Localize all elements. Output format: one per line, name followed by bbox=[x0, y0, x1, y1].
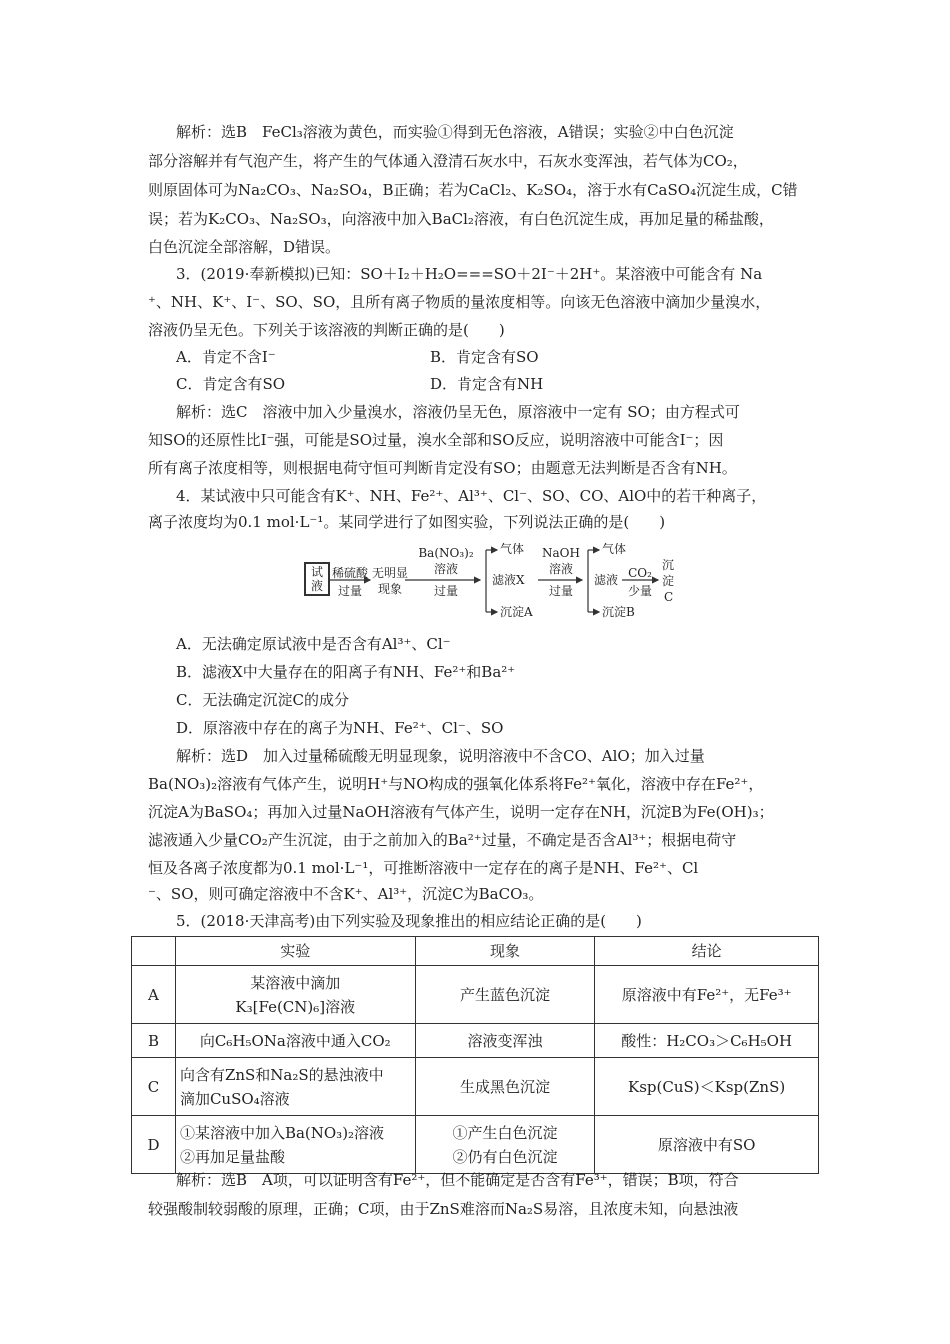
question-3-stem: 3．(2019·奉新模拟)已知：SO＋I₂＋H₂O===SO＋2I⁻＋2H⁺。某溶液中可能含有 Na bbox=[176, 265, 763, 283]
flow-reagent-3-amount: 过量 bbox=[548, 584, 573, 598]
flow-reagent-2b: 溶液 bbox=[433, 562, 458, 576]
table-header-cell: 实验 bbox=[175, 937, 415, 966]
question-4-stem: 离子浓度均为0.1 mol·L⁻¹。某同学进行了如图实验，下列说法正确的是( ) bbox=[148, 513, 666, 531]
experiment-text: K₃[Fe(CN)₆]溶液 bbox=[235, 997, 356, 1016]
question-4-option-c: C．无法确定沉淀C的成分 bbox=[176, 691, 349, 709]
conclusion-cell: 原溶液中有SO bbox=[595, 1116, 819, 1174]
question-3-analysis: 所有离子浓度相等，则根据电荷守恒可判断肯定没有SO；由题意无法判断是否含有NH。 bbox=[148, 459, 737, 477]
flow-reagent-2: Ba(NO₃)₂ bbox=[418, 546, 474, 560]
conclusion-cell: 原溶液中有Fe²⁺，无Fe³⁺ bbox=[595, 966, 819, 1024]
analysis-line: 误；若为K₂CO₃、Na₂SO₃，向溶液中加入BaCl₂溶液，有白色沉淀生成，再加足量的稀盐酸， bbox=[148, 210, 774, 228]
question-5-table bbox=[131, 936, 819, 1174]
observation-text: ①产生白色沉淀 bbox=[452, 1123, 558, 1142]
question-4-analysis: 沉淀A为BaSO₄；再加入过量NaOH溶液有气体产生，说明一定存在NH，沉淀B为Fe(OH)₃； bbox=[148, 803, 774, 821]
flow-reagent-2-amount: 过量 bbox=[433, 584, 458, 598]
flow-filtrate-x: 滤液X bbox=[492, 573, 525, 587]
question-3-stem: ⁺、NH、K⁺、I⁻、SO、SO，且所有离子物质的量浓度相等。向该无色溶液中滴加少量溴水， bbox=[148, 293, 771, 311]
question-5-analysis: 较强酸制较弱酸的原理，正确；C项，由于ZnS难溶而Na₂S易溶，且浓度未知，向悬浊液 bbox=[148, 1200, 739, 1218]
experiment-text: ①某溶液中加入Ba(NO₃)₂溶液 bbox=[179, 1123, 385, 1142]
question-4-analysis: Ba(NO₃)₂溶液有气体产生，说明H⁺与NO构成的强氧化体系将Fe²⁺氧化，溶液中存在Fe²⁺， bbox=[148, 775, 764, 793]
analysis-line: 解析：选B FeCl₃溶液为黄色，而实验①得到无色溶液，A错误；实验②中白色沉淀 bbox=[176, 123, 734, 141]
question-4-analysis: 解析：选D 加入过量稀硫酸无明显现象，说明溶液中不含CO、AlO；加入过量 bbox=[176, 747, 705, 765]
conclusion-cell: 酸性：H₂CO₃＞C₆H₅OH bbox=[595, 1024, 819, 1058]
observation-cell: 产生蓝色沉淀 bbox=[415, 966, 595, 1024]
question-4-option-b: B．滤液X中大量存在的阳离子有NH、Fe²⁺和Ba²⁺ bbox=[176, 663, 516, 681]
analysis-line: 部分溶解并有气泡产生，将产生的气体通入澄清石灰水中，石灰水变浑浊，若气体为CO₂， bbox=[148, 152, 748, 170]
flow-precipitate-a: 沉淀A bbox=[500, 605, 533, 619]
flow-gas-1: 气体 bbox=[500, 542, 525, 556]
observation-text: ②仍有白色沉淀 bbox=[452, 1147, 558, 1166]
question-4-option-d: D．原溶液中存在的离子为NH、Fe²⁺、Cl⁻、SO bbox=[176, 719, 504, 737]
table-header-cell: 结论 bbox=[595, 937, 819, 966]
observation-cell bbox=[415, 1116, 595, 1174]
table-row bbox=[132, 966, 819, 1024]
row-label: A bbox=[132, 966, 176, 1024]
flow-reagent-1-amount: 过量 bbox=[337, 584, 362, 598]
flow-end-3: C bbox=[664, 590, 674, 604]
table-row bbox=[132, 1058, 819, 1116]
flow-filtrate-2: 滤液 bbox=[594, 573, 619, 587]
experiment-text: 某溶液中滴加 bbox=[250, 973, 341, 992]
question-4-stem: 4．某试液中只可能含有K⁺、NH、Fe²⁺、Al³⁺、Cl⁻、SO、CO、AlO中的若干种离子， bbox=[176, 487, 767, 505]
analysis-line: 则原固体可为Na₂CO₃、Na₂SO₄，B正确；若为CaCl₂、K₂SO₄，溶于水有CaSO₄沉淀生成，C错 bbox=[148, 181, 798, 199]
experiment-flowchart bbox=[300, 540, 700, 630]
question-5-stem: 5．(2018·天津高考)由下列实验及现象推出的相应结论正确的是( ) bbox=[176, 912, 642, 930]
question-4-option-a: A．无法确定原试液中是否含有Al³⁺、Cl⁻ bbox=[176, 635, 451, 653]
flow-gas-2: 气体 bbox=[602, 542, 627, 556]
experiment-cell bbox=[175, 1058, 415, 1116]
experiment-text: 滴加CuSO₄溶液 bbox=[179, 1089, 290, 1108]
flow-step-1: 无明显 bbox=[372, 566, 409, 580]
row-label: C bbox=[132, 1058, 176, 1116]
question-3-option-a: A．肯定不含I⁻ bbox=[176, 348, 276, 366]
question-3-stem: 溶液仍呈无色。下列关于该溶液的判断正确的是( ) bbox=[148, 321, 505, 339]
row-label: B bbox=[132, 1024, 176, 1058]
conclusion-cell: Ksp(CuS)＜Ksp(ZnS) bbox=[595, 1058, 819, 1116]
question-3-analysis: 知SO的还原性比I⁻强，可能是SO过量，溴水全部和SO反应，说明溶液中可能含I⁻；因 bbox=[148, 431, 724, 449]
flow-start-box bbox=[304, 562, 330, 596]
analysis-line: 白色沉淀全部溶解，D错误。 bbox=[148, 238, 341, 256]
flow-step-1b: 现象 bbox=[377, 582, 402, 596]
experiment-cell bbox=[175, 966, 415, 1024]
observation-cell: 溶液变浑浊 bbox=[415, 1024, 595, 1058]
observation-cell: 生成黑色沉淀 bbox=[415, 1058, 595, 1116]
question-3-option-c: C．肯定含有SO bbox=[176, 375, 286, 393]
table-header-row bbox=[132, 937, 819, 966]
flow-reagent-4: CO₂ bbox=[628, 566, 652, 580]
question-5-analysis: 解析：选B A项，可以证明含有Fe²⁺，但不能确定是否含有Fe³⁺，错误；B项，符合 bbox=[176, 1171, 739, 1189]
flow-end-1: 沉 bbox=[662, 558, 675, 572]
table-header-cell: 现象 bbox=[415, 937, 595, 966]
experiment-text: 向含有ZnS和Na₂S的悬浊液中 bbox=[179, 1065, 384, 1084]
flow-start-label: 试液 bbox=[311, 565, 324, 593]
experiment-cell: 向C₆H₅ONa溶液中通入CO₂ bbox=[175, 1024, 415, 1058]
flow-reagent-4-amount: 少量 bbox=[627, 584, 652, 598]
question-3-option-b: B．肯定含有SO bbox=[430, 348, 539, 366]
row-label: D bbox=[132, 1116, 176, 1174]
table-row bbox=[132, 1024, 819, 1058]
question-4-analysis: 恒及各离子浓度都为0.1 mol·L⁻¹，可推断溶液中一定存在的离子是NH、Fe²⁺、Cl bbox=[148, 859, 699, 877]
experiment-text: ②再加足量盐酸 bbox=[179, 1147, 285, 1166]
question-4-analysis: 滤液通入少量CO₂产生沉淀，由于之前加入的Ba²⁺过量，不确定是否含Al³⁺；根据电荷守 bbox=[148, 831, 737, 849]
experiment-cell bbox=[175, 1116, 415, 1174]
flow-reagent-3b: 溶液 bbox=[548, 562, 573, 576]
table-row bbox=[132, 1116, 819, 1174]
flow-reagent-1: 稀硫酸 bbox=[331, 566, 368, 580]
flow-reagent-3: NaOH bbox=[542, 546, 580, 560]
table-header-cell bbox=[132, 937, 176, 966]
question-4-analysis: ⁻、SO，则可确定溶液中不含K⁺、Al³⁺，沉淀C为BaCO₃。 bbox=[148, 885, 544, 903]
flow-end-2: 淀 bbox=[662, 574, 675, 588]
question-3-analysis: 解析：选C 溶液中加入少量溴水，溶液仍呈无色，原溶液中一定有 SO；由方程式可 bbox=[176, 403, 740, 421]
question-3-option-d: D．肯定含有NH bbox=[430, 375, 544, 393]
flow-precipitate-b: 沉淀B bbox=[602, 605, 635, 619]
